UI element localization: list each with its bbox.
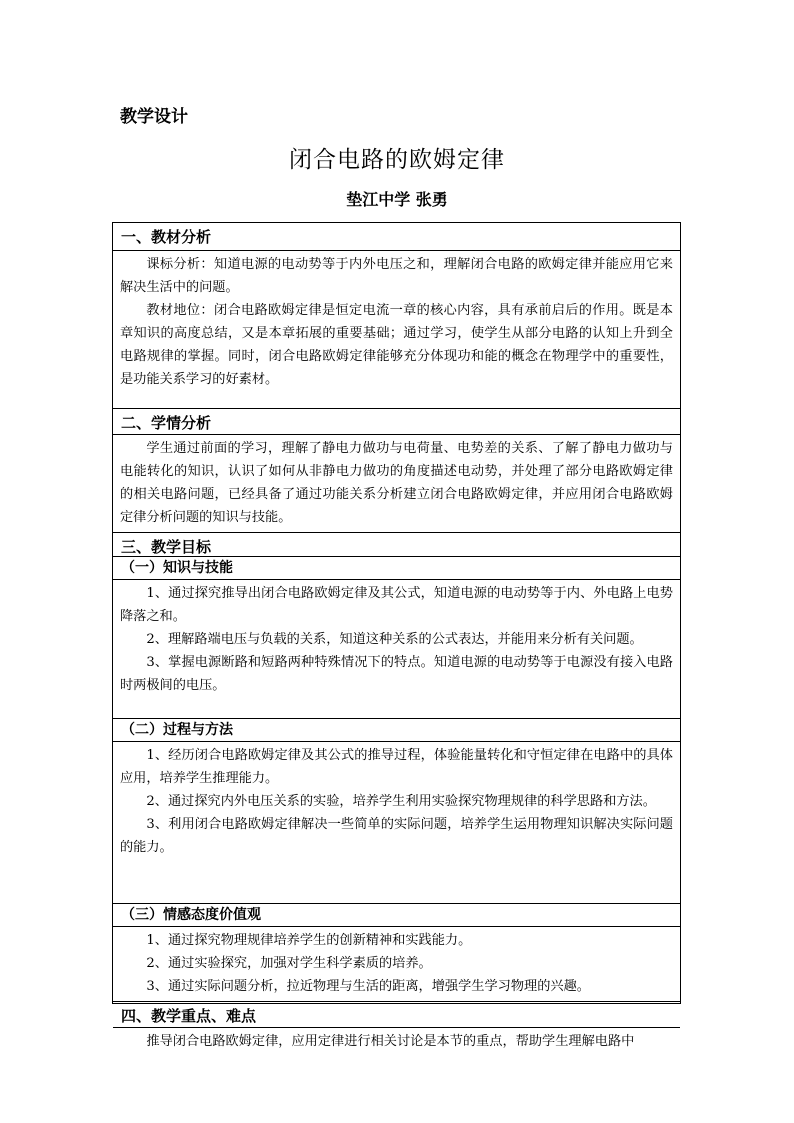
paragraph: 1、经历闭合电路欧姆定律及其公式的推导过程，体验能量转化和守恒定律在电路中的具体应用，培养学生推理能力。: [120, 748, 673, 786]
paragraph: 教材地位：闭合电路欧姆定律是恒定电流一章的核心内容，具有承前启后的作用。既是本章知识的高度总结，又是本章拓展的重要基础；通过学习，使学生从部分电路的认知上升到全电路规律的掌握。同时，闭合电路欧姆定律能够充分体现功和能的概念在物理学中的重要性，是功能关系学习的好素材。: [120, 303, 673, 387]
paragraph: 2、通过实验探究，加强对学生科学素质的培养。: [146, 956, 432, 971]
section-heading-textbook-analysis: 一、教材分析: [113, 223, 680, 251]
subsection-body-process-methods: [113, 742, 680, 904]
document-author: 垫江中学 张勇: [346, 190, 448, 209]
section-heading-teaching-goals: 三、教学目标: [113, 533, 680, 557]
paragraph: 1、通过探究物理规律培养学生的创新精神和实践能力。: [146, 933, 472, 948]
subsection-heading-emotion-values: （三）情感态度价值观: [113, 904, 680, 927]
paragraph: 3、掌握电源断路和短路两种特殊情况下的特点。知道电源的电动势等于电源没有接入电路时两极间的电压。: [120, 655, 673, 693]
paragraph: 3、利用闭合电路欧姆定律解决一些简单的实际问题，培养学生运用物理知识解决实际问题的能力。: [120, 817, 673, 855]
paragraph: 3、通过实际问题分析，拉近物理与生活的距离，增强学生学习物理的兴趣。: [146, 979, 590, 994]
subsection-heading-process-methods: （二）过程与方法: [113, 719, 680, 742]
subsection-body-emotion-values: [113, 927, 680, 1002]
paragraph: 2、通过探究内外电压关系的实验，培养学生利用实验探究物理规律的科学思路和方法。: [146, 794, 656, 809]
lesson-plan-table: [112, 222, 681, 1049]
paragraph: 课标分析：知道电源的电动势等于内外电压之和，理解闭合电路的欧姆定律并能应用它来解决生活中的问题。: [120, 257, 673, 295]
document-title: 闭合电路的欧姆定律: [289, 147, 505, 173]
subsection-heading-knowledge-skills: （一）知识与技能: [113, 557, 680, 580]
paragraph: 推导闭合电路欧姆定律，应用定律进行相关讨论是本节的重点，帮助学生理解电路中: [146, 1034, 635, 1049]
paragraph: 学生通过前面的学习，理解了静电力做功与电荷量、电势差的关系、了解了静电力做功与电能转化的知识，认识了如何从非静电力做功的角度描述电动势，并处理了部分电路欧姆定律的相关电路问题，已经具备了通过功能关系分析建立闭合电路欧姆定律，并应用闭合电路欧姆定律分析问题的知识与技能。: [120, 441, 673, 525]
paragraph: 1、通过探究推导出闭合电路欧姆定律及其公式，知道电源的电动势等于内、外电路上电势降落之和。: [120, 586, 673, 624]
section-body-key-points: [113, 1028, 680, 1055]
section-heading-student-analysis: 二、学情分析: [113, 409, 680, 435]
subsection-body-knowledge-skills: [113, 580, 680, 719]
section-heading-key-points: 四、教学重点、难点: [113, 1002, 680, 1028]
section-body-student-analysis: [113, 435, 680, 533]
paragraph: 2、理解路端电压与负载的关系，知道这种关系的公式表达，并能用来分析有关问题。: [146, 632, 643, 647]
section-body-textbook-analysis: [113, 251, 680, 409]
document-label: 教学设计: [120, 107, 188, 127]
